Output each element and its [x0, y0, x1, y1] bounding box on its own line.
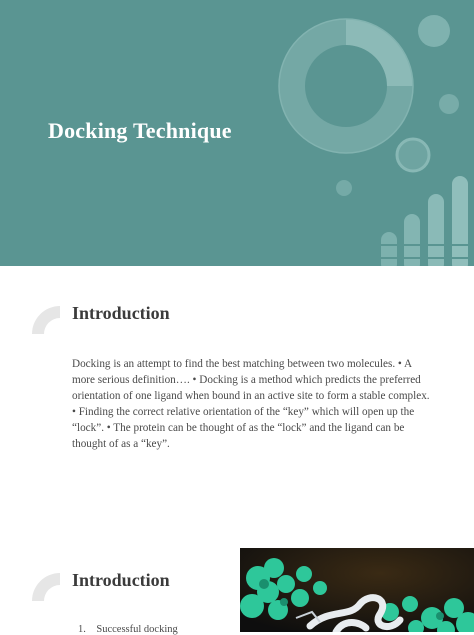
list-item: [78, 624, 178, 635]
quarter-circle-icon: [32, 306, 60, 334]
section-body-text: Docking is an attempt to find the best matching between two molecules. • A more serious definition…. • Docking is a method which predicts the preferred orientation of one ligand when bound in an active site to form a stable complex. • Finding the correct relative orientation of the “key” which will open up the “lock”. • The protein can be thought of as the “lock” and the ligand can be thought of as a “key”.: [72, 358, 430, 450]
protein-molecule-image: [240, 548, 474, 632]
quarter-circle-icon: [32, 573, 60, 601]
section-heading: Introduction: [72, 570, 170, 590]
protein-molecule-illustration: [240, 548, 474, 632]
list-text: Successful docking: [96, 624, 178, 635]
section-heading: Introduction: [72, 303, 170, 323]
presentation-title: Docking Technique: [48, 118, 232, 143]
title-slide: [0, 0, 474, 266]
list-number: 1.: [78, 624, 86, 635]
